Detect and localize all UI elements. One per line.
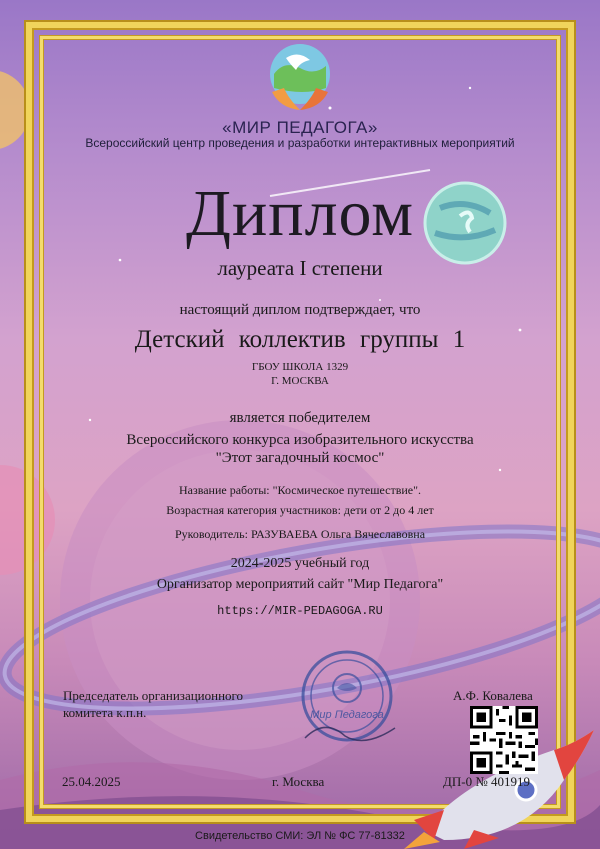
school-year: 2024-2025 учебный год [230, 556, 370, 571]
dove-globe-hands-logo [264, 38, 336, 114]
document-number: ДП-0 № 401919 [443, 774, 530, 789]
qr-code-icon [470, 706, 538, 774]
stamp-text: Мир Педагога [310, 709, 384, 721]
work-title: Название работы: "Космическое путешествие". [178, 483, 421, 497]
organizer-text: Организатор мероприятий сайт "Мир Педагога" [156, 577, 444, 592]
leader-name: Руководитель: РАЗУВАЕВА Ольга Вячеславовна [174, 527, 426, 541]
contest-name: "Этот загадочный космос" [215, 450, 385, 466]
signature-icon [305, 727, 395, 740]
org-name: «МИР ПЕДАГОГА» [222, 118, 378, 137]
city-name: Г. МОСКВА [271, 375, 329, 387]
issue-place: г. Москва [272, 774, 325, 789]
winner-text: является победителем [229, 410, 371, 426]
age-category: Возрастная категория участников: дети от 2 до 4 лет [166, 503, 434, 517]
confirm-text: настоящий диплом подтверждает, что [179, 302, 421, 318]
round-seal-stamp [285, 648, 413, 752]
diploma-title: Диплом [185, 177, 415, 250]
issue-date: 25.04.2025 [62, 774, 121, 789]
media-certificate: Свидетельство СМИ: ЭЛ № ФС 77-81332 [195, 830, 405, 842]
contest-description: Всероссийского конкурса изобразительного искусства [126, 432, 474, 448]
site-link[interactable]: https://MIR-PEDAGOGA.RU [217, 604, 383, 618]
chair-title-line2: комитета к.п.н. [63, 705, 147, 720]
recipient-name: Детский коллектив группы 1 [134, 326, 466, 353]
org-description: Всероссийский центр проведения и разработки интерактивных мероприятий [85, 136, 515, 150]
chair-title-line1: Председатель организационного [63, 688, 244, 703]
diploma-subtitle: лауреата I степени [217, 256, 383, 280]
school-name: ГБОУ ШКОЛА 1329 [251, 361, 349, 373]
signer-name: А.Ф. Ковалева [453, 688, 533, 703]
